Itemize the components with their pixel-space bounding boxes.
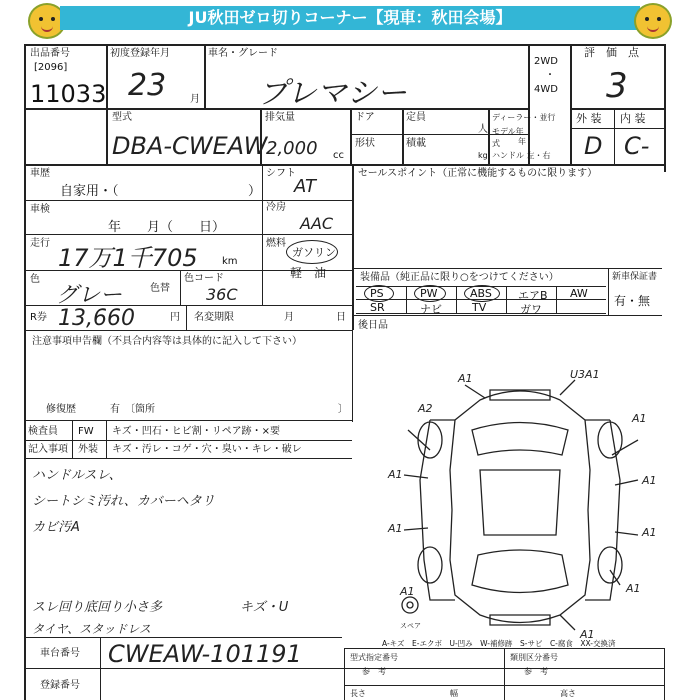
model-year-unit: 年 bbox=[518, 137, 526, 146]
inspect-value: 年 月（ 日） bbox=[108, 220, 226, 235]
damage-mark: A1 bbox=[458, 372, 473, 385]
equip-airbag: エアB bbox=[518, 289, 548, 302]
capacity-label: 定員 bbox=[406, 112, 426, 123]
displacement-value: 2,000 bbox=[266, 138, 318, 159]
drive-4wd: 4WD bbox=[534, 84, 558, 95]
reg-no-label: 登録番号 bbox=[40, 680, 80, 691]
equip-gawa: ガワ bbox=[520, 303, 542, 316]
month-label-2: 月 bbox=[284, 312, 294, 323]
int-label: 内 装 bbox=[620, 112, 646, 125]
color-change-label: 色替 bbox=[150, 283, 170, 294]
lot-sub: [2096] bbox=[34, 62, 68, 73]
other-items: キズ・汚レ・コゲ・穴・臭い・キレ・破レ bbox=[112, 444, 302, 455]
repair-label: 修復歴 bbox=[46, 404, 76, 415]
color-code: 36C bbox=[206, 285, 238, 304]
name-label: 車名・グレード bbox=[208, 48, 278, 59]
km-label: km bbox=[222, 256, 238, 267]
equip-tv: TV bbox=[472, 301, 487, 314]
header bbox=[0, 0, 700, 38]
recycle-value: 13,660 bbox=[58, 306, 135, 331]
int-score: C- bbox=[624, 132, 650, 160]
warranty-value: 有・無 bbox=[614, 294, 651, 308]
chassis-value: CWEAW-101191 bbox=[108, 640, 302, 668]
color-value: グレー bbox=[56, 283, 123, 308]
dealer-label: ディーラー・並行 bbox=[492, 113, 556, 122]
class-label: 類別区分番号 bbox=[510, 653, 558, 662]
lot-number: 11033 bbox=[30, 80, 107, 108]
reg-year-value: 23 bbox=[128, 68, 167, 103]
cooler-value: AAC bbox=[300, 214, 334, 233]
recycle-label: R券 bbox=[30, 312, 47, 323]
later-label: 後日品 bbox=[358, 320, 388, 331]
damage-mark: U3A1 bbox=[570, 368, 600, 381]
score-label: 評 価 点 bbox=[584, 46, 639, 59]
history-close: ） bbox=[248, 184, 262, 199]
hand-note: タイヤ、スタッドレス bbox=[32, 622, 151, 636]
history-value: 自家用・（ bbox=[60, 184, 119, 199]
model-year-label: モデル年式 bbox=[492, 127, 524, 148]
history-label: 車歴 bbox=[30, 168, 50, 179]
ref-label: 参 考 bbox=[362, 667, 386, 676]
model-label: 型式 bbox=[112, 112, 132, 123]
shift-value: AT bbox=[294, 176, 316, 197]
other-label: 外装 bbox=[78, 444, 98, 455]
fw-label: FW bbox=[78, 426, 94, 437]
damage-mark: A1 bbox=[626, 582, 641, 595]
yen-label: 円 bbox=[170, 312, 180, 323]
reg-year-label: 初度登録年月 bbox=[110, 48, 170, 59]
equip-circle bbox=[364, 285, 394, 302]
drive-2wd: 2WD bbox=[534, 56, 558, 67]
color-code-label: 色コード bbox=[184, 273, 224, 284]
equip-aw: AW bbox=[570, 287, 588, 300]
chassis-label: 車台番号 bbox=[40, 648, 80, 659]
width-label: 幅 bbox=[450, 689, 458, 698]
fuel-light: 軽 油 bbox=[290, 266, 327, 280]
model-value: DBA-CWEAW bbox=[112, 132, 268, 160]
cc-label: cc bbox=[333, 150, 344, 161]
inspector-label: 検査員 bbox=[28, 426, 58, 437]
damage-mark: A1 bbox=[642, 526, 657, 539]
equip-circle bbox=[414, 285, 446, 302]
drive-dot: ・ bbox=[545, 70, 555, 81]
hand-note: カビ汚A bbox=[32, 520, 80, 535]
mileage-label: 走行 bbox=[30, 238, 50, 249]
damage-mark: A1 bbox=[580, 628, 595, 641]
color-label: 色 bbox=[30, 274, 40, 285]
kg-label: kg bbox=[478, 151, 488, 160]
damage-mark: A1 bbox=[632, 412, 647, 425]
notes-label: 注意事項申告欄（不具合内容等は具体的に記入して下さい） bbox=[32, 336, 302, 347]
door-label: ドア bbox=[355, 112, 375, 123]
shift-label: シフト bbox=[266, 168, 296, 179]
entry-label: 記入事項 bbox=[28, 444, 68, 455]
shape-label: 形状 bbox=[355, 138, 375, 149]
disp-label: 排気量 bbox=[265, 112, 295, 123]
equip-circle bbox=[464, 285, 500, 302]
score-value: 3 bbox=[606, 66, 628, 106]
ext-score: D bbox=[584, 132, 603, 160]
page-title: JU秋田ゼロ切りコーナー【現車：秋田会場】 bbox=[60, 6, 640, 30]
car-name: プレマシー bbox=[258, 76, 407, 111]
height-label: 高さ bbox=[560, 689, 576, 698]
sales-label: セールスポイント（正常に機能するものに限ります） bbox=[358, 168, 598, 179]
name-change-label: 名変期限 bbox=[194, 312, 234, 323]
damage-mark: A1 bbox=[388, 468, 403, 481]
equip-abs: ABS bbox=[470, 287, 492, 300]
equip-ps: PS bbox=[370, 287, 384, 300]
handle-label: ハンドル 左・右 bbox=[492, 151, 551, 160]
bear-mascot-icon bbox=[634, 3, 672, 39]
inspect-label: 車検 bbox=[30, 204, 50, 215]
load-label: 積載 bbox=[406, 138, 426, 149]
new-warranty-label: 新車保証書 bbox=[612, 272, 658, 282]
day-label: 日 bbox=[336, 312, 346, 323]
fw-items: キズ・凹石・ヒビ割・リペア跡・×要 bbox=[112, 426, 280, 437]
spare-label: スペア bbox=[400, 622, 421, 630]
ext-label: 外 装 bbox=[576, 112, 602, 125]
damage-legend: A-キズ E-エクボ U-凹み W-補修跡 S-サビ C-腐食 XX-交換済 bbox=[382, 639, 616, 648]
equip-navi: ナビ bbox=[420, 303, 442, 316]
ref-label: 参 考 bbox=[524, 667, 548, 676]
damage-mark: A1 bbox=[642, 474, 657, 487]
repair-value: 有 〔箇所 bbox=[110, 404, 155, 415]
lot-label: 出品番号 bbox=[30, 48, 70, 59]
type-spec-label: 型式指定番号 bbox=[350, 653, 398, 662]
fuel-gas: ガソリン bbox=[292, 246, 336, 259]
hand-note: シートシミ汚れ、カバーヘタリ bbox=[32, 494, 215, 509]
damage-mark: A1 bbox=[400, 585, 415, 598]
hand-note: スレ回り底回り小さ多 bbox=[32, 600, 163, 615]
person-label: 人 bbox=[478, 124, 488, 135]
cooler-label: 冷房 bbox=[266, 202, 286, 213]
equip-label: 装備品（純正品に限り○をつけてください） bbox=[360, 272, 559, 283]
hand-note: キズ・U bbox=[240, 600, 289, 615]
month-label: 月 bbox=[190, 94, 200, 105]
fuel-label: 燃料 bbox=[266, 238, 286, 249]
equip-pw: PW bbox=[420, 287, 438, 300]
repair-close: 〕 bbox=[338, 404, 348, 415]
length-label: 長さ bbox=[350, 689, 366, 698]
car-damage-diagram bbox=[380, 360, 670, 645]
damage-mark: A1 bbox=[388, 522, 403, 535]
equip-sr: SR bbox=[370, 301, 385, 314]
damage-mark: A2 bbox=[418, 402, 433, 415]
hand-note: ハンドルスレ、 bbox=[32, 468, 122, 483]
mileage-value: 17万1千705 bbox=[58, 244, 198, 272]
